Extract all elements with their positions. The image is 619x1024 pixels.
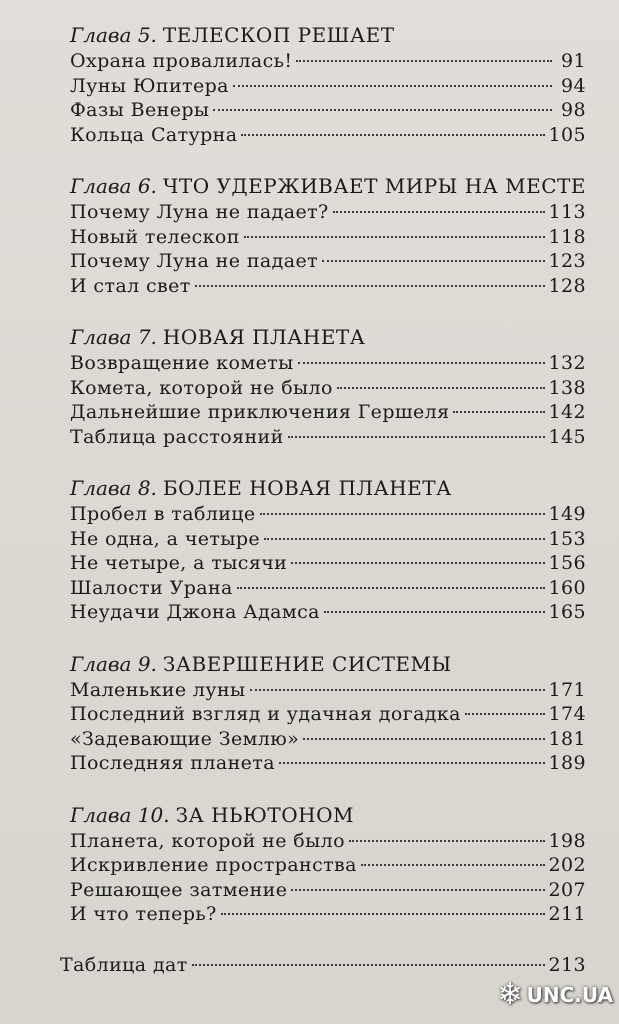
toc-entry bbox=[60, 351, 586, 376]
chapter-heading bbox=[60, 324, 586, 350]
page-number: 149 bbox=[548, 503, 586, 525]
chapter-title: БОЛЕЕ НОВАЯ ПЛАНЕТА bbox=[162, 476, 452, 500]
toc-entry bbox=[60, 902, 586, 927]
page-number: 207 bbox=[548, 878, 586, 901]
page-number: 145 bbox=[548, 425, 586, 448]
dot-leader bbox=[264, 538, 544, 540]
entry-title: И стал свет bbox=[70, 274, 191, 297]
table-of-contents bbox=[60, 22, 586, 977]
entry-title: Пробел в таблице bbox=[70, 503, 256, 525]
entry-title: Искривление пространства bbox=[70, 854, 357, 876]
dot-leader bbox=[322, 260, 545, 262]
page-number: 156 bbox=[548, 552, 586, 574]
chapter-number: Глава 6. bbox=[70, 174, 157, 198]
toc-entry bbox=[60, 678, 586, 703]
toc-entry bbox=[60, 376, 586, 401]
page-number: 202 bbox=[548, 854, 586, 876]
toc-entry bbox=[60, 249, 586, 274]
chapter-title: ЗА НЬЮТОНОМ bbox=[175, 802, 354, 827]
toc-entry bbox=[60, 274, 586, 299]
entry-title: Таблица расстояний bbox=[70, 425, 284, 448]
dot-leader bbox=[324, 611, 545, 613]
page-number: 174 bbox=[548, 703, 586, 725]
entry-title: «Задевающие Землю» bbox=[70, 727, 300, 750]
dot-leader bbox=[213, 109, 552, 111]
page-number: 113 bbox=[548, 201, 586, 223]
entry-title: Не четыре, а тысячи bbox=[70, 552, 288, 574]
entry-title: Комета, которой не было bbox=[70, 376, 333, 399]
chapter-title: ЧТО УДЕРЖИВАЕТ МИРЫ НА МЕСТЕ bbox=[162, 174, 586, 198]
dot-leader bbox=[221, 913, 545, 915]
dot-leader bbox=[192, 964, 545, 966]
chapter-8 bbox=[60, 475, 586, 625]
page-number: 91 bbox=[561, 50, 586, 72]
entry-title: Шалости Урана bbox=[70, 576, 233, 599]
chapter-number: Глава 9. bbox=[70, 651, 157, 676]
chapter-6 bbox=[60, 173, 586, 298]
dot-leader bbox=[465, 713, 545, 715]
watermark bbox=[497, 977, 614, 1012]
toc-entry bbox=[60, 123, 586, 148]
entry-title: Фазы Венеры bbox=[70, 99, 210, 121]
chapter-7 bbox=[60, 324, 586, 449]
toc-entry bbox=[60, 751, 586, 776]
toc-entry bbox=[60, 74, 586, 99]
page-number: 132 bbox=[548, 352, 586, 374]
page-number: 118 bbox=[548, 225, 586, 248]
dot-leader bbox=[237, 587, 545, 589]
page-number: 211 bbox=[548, 903, 586, 925]
page-number: 94 bbox=[561, 74, 586, 97]
entry-title: Таблица дат bbox=[60, 953, 188, 976]
dot-leader bbox=[298, 362, 545, 364]
chapter-number: Глава 7. bbox=[70, 325, 157, 349]
page-number: 171 bbox=[548, 678, 586, 701]
dot-leader bbox=[361, 864, 545, 866]
dot-leader bbox=[453, 411, 544, 413]
entry-title: Планета, которой не было bbox=[70, 829, 345, 852]
toc-entry bbox=[60, 878, 586, 903]
page-number: 160 bbox=[548, 576, 586, 599]
table-of-dates-entry bbox=[60, 953, 586, 978]
page-number: 123 bbox=[548, 250, 586, 272]
dot-leader bbox=[349, 840, 545, 842]
page-number: 189 bbox=[548, 752, 586, 774]
toc-entry bbox=[60, 727, 586, 752]
toc-entry bbox=[60, 225, 586, 250]
dot-leader bbox=[291, 889, 544, 891]
page-number: 198 bbox=[548, 829, 586, 852]
page-number: 105 bbox=[548, 123, 586, 146]
dot-leader bbox=[250, 689, 545, 691]
chapter-heading bbox=[60, 651, 586, 677]
entry-title: Решающее затмение bbox=[70, 878, 288, 901]
toc-entry bbox=[60, 200, 586, 225]
entry-title: Кольца Сатурна bbox=[70, 123, 238, 146]
entry-title: Возвращение кометы bbox=[70, 352, 294, 374]
entry-title: Неудачи Джона Адамса bbox=[70, 601, 320, 623]
chapter-title: НОВАЯ ПЛАНЕТА bbox=[162, 325, 366, 349]
chapter-heading bbox=[60, 475, 586, 501]
chapter-title: ЗАВЕРШЕНИЕ СИСТЕМЫ bbox=[162, 651, 452, 676]
toc-entry bbox=[60, 49, 586, 74]
toc-entry bbox=[60, 551, 586, 576]
chapter-9 bbox=[60, 651, 586, 776]
page-number: 98 bbox=[561, 99, 586, 121]
entry-title: И что теперь? bbox=[70, 903, 217, 925]
entry-title: Не одна, а четыре bbox=[70, 527, 261, 550]
dot-leader bbox=[260, 513, 545, 515]
entry-title: Последняя планета bbox=[70, 752, 275, 774]
toc-entry bbox=[60, 400, 586, 425]
page-number: 181 bbox=[548, 727, 586, 750]
toc-entry bbox=[60, 527, 586, 552]
chapter-heading bbox=[60, 802, 586, 828]
toc-entry bbox=[60, 829, 586, 854]
dot-leader bbox=[233, 85, 552, 87]
chapter-number: Глава 8. bbox=[70, 476, 157, 500]
dot-leader bbox=[279, 762, 545, 764]
entry-title: Новый телескоп bbox=[70, 225, 240, 248]
page-number: 213 bbox=[548, 953, 586, 976]
toc-entry bbox=[60, 702, 586, 727]
chapter-number: Глава 10. bbox=[70, 802, 170, 827]
toc-entry bbox=[60, 425, 586, 450]
dot-leader bbox=[244, 236, 545, 238]
dot-leader bbox=[291, 562, 544, 564]
entry-title: Дальнейшие приключения Гершеля bbox=[70, 401, 450, 423]
entry-title: Охрана провалилась! bbox=[70, 50, 293, 72]
page-number: 153 bbox=[548, 527, 586, 550]
page-number: 138 bbox=[548, 376, 586, 399]
chapter-heading bbox=[60, 173, 586, 199]
dot-leader bbox=[337, 387, 545, 389]
toc-entry bbox=[60, 600, 586, 625]
page-number: 142 bbox=[548, 401, 586, 423]
toc-entry bbox=[60, 98, 586, 123]
watermark-text: UNC.UA bbox=[526, 983, 613, 1007]
chapter-title: ТЕЛЕСКОП РЕШАЕТ bbox=[162, 23, 395, 47]
dot-leader bbox=[296, 60, 552, 62]
dot-leader bbox=[288, 436, 545, 438]
dot-leader bbox=[241, 134, 544, 136]
page-number: 165 bbox=[548, 601, 586, 623]
chapter-heading bbox=[60, 22, 586, 48]
entry-title: Маленькие луны bbox=[70, 678, 246, 701]
entry-title: Почему Луна не падает bbox=[70, 250, 318, 272]
snowflake-icon: ❄ bbox=[497, 977, 523, 1012]
toc-entry bbox=[60, 576, 586, 601]
toc-entry bbox=[60, 502, 586, 527]
chapter-5 bbox=[60, 22, 586, 147]
chapter-10 bbox=[60, 802, 586, 927]
dot-leader bbox=[195, 285, 545, 287]
toc-entry bbox=[60, 853, 586, 878]
dot-leader bbox=[333, 211, 545, 213]
entry-title: Почему Луна не падает? bbox=[70, 201, 329, 223]
dot-leader bbox=[303, 738, 544, 740]
entry-title: Луны Юпитера bbox=[70, 74, 229, 97]
entry-title: Последний взгляд и удачная догадка bbox=[70, 703, 461, 725]
chapter-number: Глава 5. bbox=[70, 23, 157, 47]
page-number: 128 bbox=[548, 274, 586, 297]
